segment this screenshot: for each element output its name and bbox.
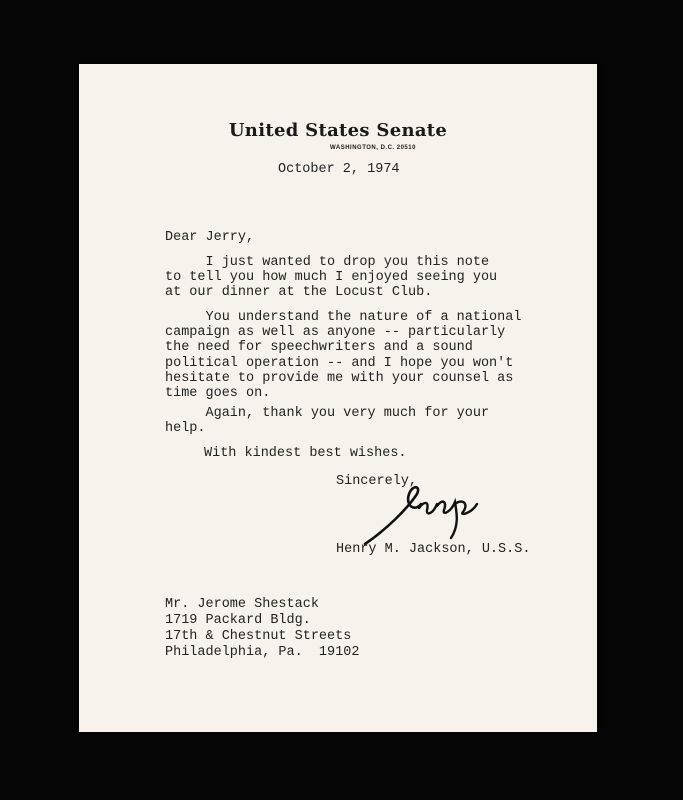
signer-name: Henry M. Jackson, U.S.S. — [336, 542, 531, 557]
letterhead-title: United States Senate — [228, 120, 448, 141]
address-line: Mr. Jerome Shestack — [165, 597, 319, 612]
recipient-address — [165, 597, 359, 661]
address-line: 17th & Chestnut Streets — [165, 629, 352, 644]
salutation: Dear Jerry, — [165, 230, 255, 245]
paragraph-2: You understand the nature of a national campaign as well as anyone -- particularly the need for speechwriters and a sound political operation -- and I hope you won't hesitate to provide me with your counsel as time goes on. — [165, 310, 522, 402]
address-line: 1719 Packard Bldg. — [165, 613, 311, 628]
closing: Sincerely, — [336, 474, 418, 489]
paragraph-1: I just wanted to drop you this note to tell you how much I enjoyed seeing you at our dinner at the Locust Club. — [165, 255, 498, 301]
letter-sheet — [79, 64, 597, 732]
letter-date: October 2, 1974 — [278, 162, 400, 177]
paragraph-3: Again, thank you very much for your help. — [165, 406, 490, 437]
letterhead-city: WASHINGTON, D.C. 20510 — [330, 145, 416, 151]
address-line: Philadelphia, Pa. 19102 — [165, 645, 360, 660]
wishes-line: With kindest best wishes. — [204, 446, 407, 461]
